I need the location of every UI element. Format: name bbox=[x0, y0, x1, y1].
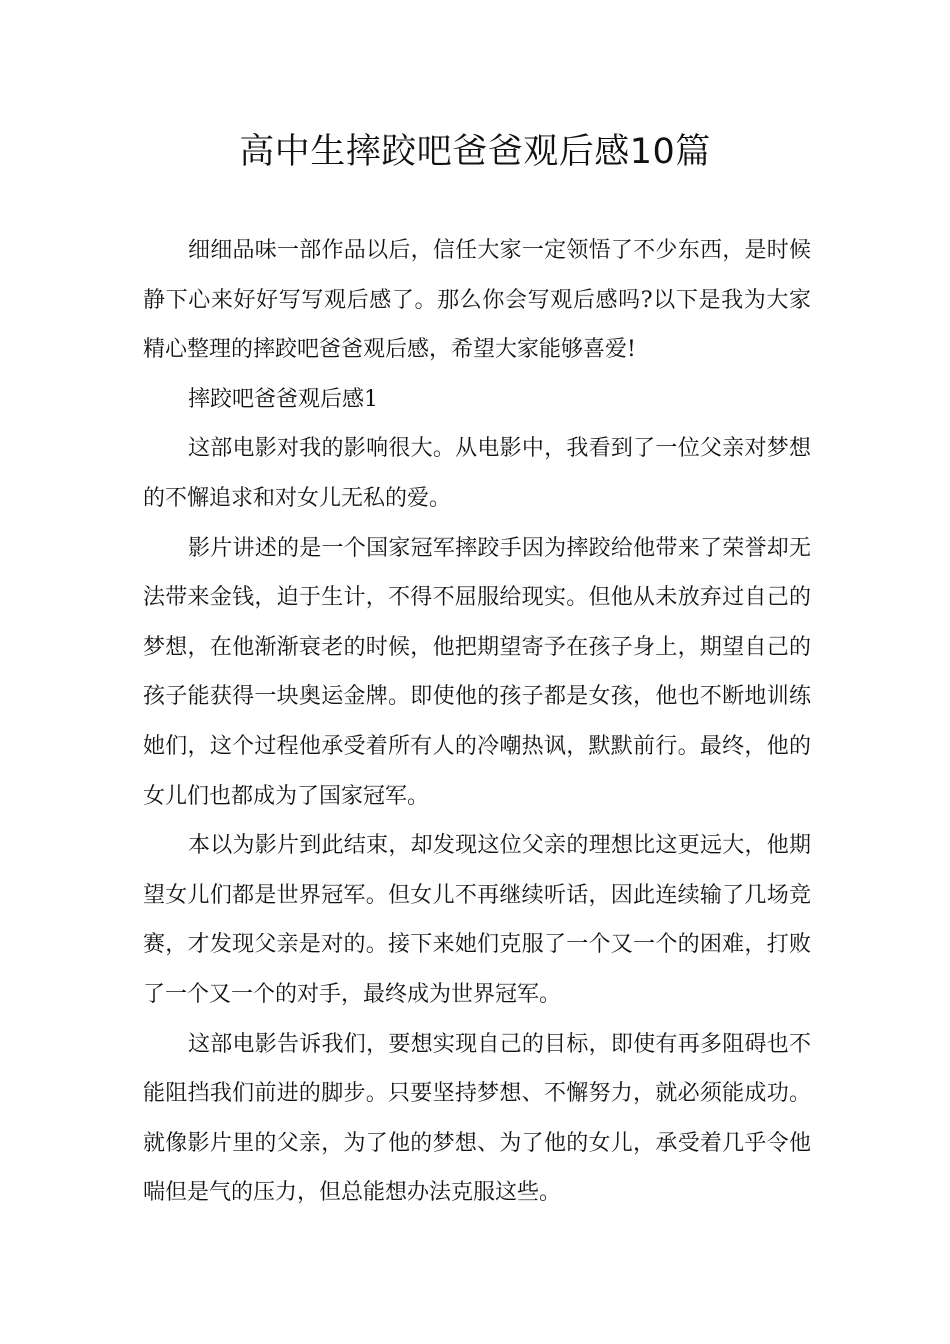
document-title: 高中生摔跤吧爸爸观后感10篇 bbox=[239, 132, 711, 172]
body-paragraph-3: 本以为影片到此结束，却发现这位父亲的理想比这更远大，他期望女儿们都是世界冠军。但女儿不再继续听话，因此连续输了几场竞赛，才发现父亲是对的。接下来她们克服了一个又一个的困难，打败了一个又一个的对手，最终成为世界冠军。 bbox=[143, 833, 811, 1007]
section-heading: 摔跤吧爸爸观后感1 bbox=[188, 386, 378, 412]
body-paragraph-1: 这部电影对我的影响很大。从电影中，我看到了一位父亲对梦想的不懈追求和对女儿无私的爱。 bbox=[143, 436, 811, 511]
intro-paragraph: 细细品味一部作品以后，信任大家一定领悟了不少东西，是时候静下心来好好写写观后感了。那么你会写观后感吗?以下是我为大家精心整理的摔跤吧爸爸观后感，希望大家能够喜爱! bbox=[143, 238, 811, 363]
body-paragraph-4: 这部电影告诉我们，要想实现自己的目标，即使有再多阻碍也不能阻挡我们前进的脚步。只要坚持梦想、不懈努力，就必须能成功。就像影片里的父亲，为了他的梦想、为了他的女儿，承受着几乎令他喘但是气的压力，但总能想办法克服这些。 bbox=[143, 1031, 811, 1206]
document-body bbox=[143, 226, 811, 1218]
body-paragraph-2: 影片讲述的是一个国家冠军摔跤手因为摔跤给他带来了荣誉却无法带来金钱，迫于生计，不得不屈服给现实。但他从未放弃过自己的梦想，在他渐渐衰老的时候，他把期望寄予在孩子身上，期望自己的孩子能获得一块奥运金牌。即使他的孩子都是女孩，他也不断地训练她们，这个过程他承受着所有人的冷嘲热讽，默默前行。最终，他的女儿们也都成为了国家冠军。 bbox=[143, 535, 811, 809]
